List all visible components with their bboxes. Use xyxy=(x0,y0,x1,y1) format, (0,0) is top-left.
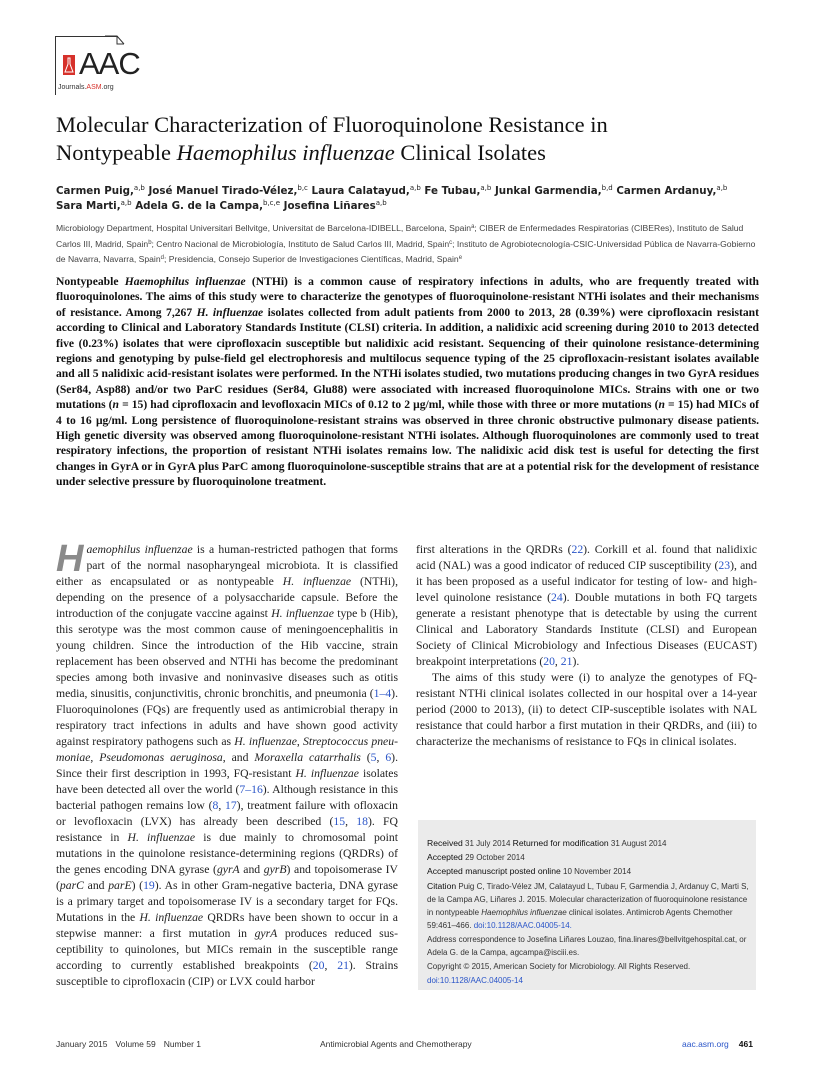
received-dates: Received 31 July 2014 Returned for modification 31 August 2014 xyxy=(427,838,667,848)
footer-journal: Antimicrobial Agents and Chemotherapy xyxy=(320,1039,472,1049)
reference-link[interactable]: 17 xyxy=(224,799,237,812)
article-info-box xyxy=(418,820,756,990)
reference-link[interactable]: 24 xyxy=(551,591,563,604)
footer-right xyxy=(682,1039,753,1049)
author: José Manuel Tirado-Vélez,$^{b,c}$ xyxy=(148,184,308,197)
article-title: Molecular Characterization of Fluoroquinolone Resistance in Nontypeable Haemophilus influenzae Clinical Isolates xyxy=(56,112,608,165)
logo-brand: AAC xyxy=(79,46,140,81)
citation: Citation Puig C, Tirado-Vélez JM, Calatayud L, Tubau F, Garmendia J, Ardanuy C, Marti S, de la Campa AG, Liñares J. 2015. Molecular characterization of fluoroquinolone resistance in nontypeable Haemophilus influenzae clinical isolates. Antimicrob Agents Chemother 59:461–466. doi:10.1128/AAC.04005-14. xyxy=(427,880,749,930)
copyright: Copyright © 2015, American Society for Microbiology. All Rights Reserved. xyxy=(427,961,691,971)
author: Sara Marti,$^{a,b}$ xyxy=(56,199,132,212)
intro-paragraph-3: The aims of this study were (i) to analyze the genotypes of FQ-resistant NTHi clinical isolates collected in our hospital over a 14-year period (2000 to 2013), (ii) to detect CIP-susceptible isolates with NAL resistance that could harbor a first mutation in their QRDRs, and (iii) to characterize the mechanisms of resistance to FQs in clinical isolates. xyxy=(416,671,757,748)
drop-cap: H xyxy=(56,538,84,580)
online-date: Accepted manuscript posted online 10 November 2014 xyxy=(427,866,632,877)
journal-site-link[interactable]: aac.asm.org xyxy=(682,1039,729,1049)
reference-link[interactable]: 20 xyxy=(312,959,325,972)
asm-flask-icon xyxy=(63,55,75,75)
reference-link[interactable]: 20 xyxy=(543,655,555,668)
abstract: Nontypeable Haemophilus influenzae (NTHi) is a common cause of respiratory infections in adults, who are frequently treated with fluoroquinolones. The aims of this study were to characterize the genotypes of fluoroquinolone-resistant NTHi isolates and their mechanisms of resistance. Among 7,267 H. influenzae isolates collected from adult patients from 2000 to 2013, 28 (0.39%) were ciprofloxacin resistant according to Clinical and Laboratory Standards Institute (CLSI) criteria. In addition, a nalidixic acid screening during 2010 to 2013 detected five (0.23%) isolates that were ciprofloxacin susceptible but nalidixic acid resistant. Sequencing of their quinolone resistance-determining regions and genotyping by pulse-field gel electrophoresis and multilocus sequence typing of the 25 ciprofloxacin-resistant isolates available and all 5 nalidixic acid-resistant isolates were performed. In the NTHi isolates studied, two mutations producing changes in two GyrA residues (Ser84, Asp88) and/or two ParC residues (Ser84, Glu88) were associated with increased fluoroquinolone MICs. Strains with one or two mutations (n = 15) had ciprofloxacin and levofloxacin MICs of 0.12 to 2 μg/ml, while those with three or more mutations (n = 15) had MICs of 4 to 16 μg/ml. Long persistence of fluoroquinolone-resistant strains was observed in three chronic obstructive pulmonary disease patients. High genetic diversity was observed among fluoroquinolone-resistant NTHi isolates. Although fluoroquinolones are commonly used to treat respiratory infections, the proportion of resistant NTHi isolates remains low. The nalidixic acid disk test is useful for detecting the first changes in GyrA or in GyrA plus ParC among fluoroquinolone-susceptible strains that are at a potential risk for the development of resistance under selective pressure by fluoroquinolone treatment. xyxy=(56,275,760,489)
author: Junkal Garmendia,$^{b,d}$ xyxy=(494,184,613,197)
author: Adela G. de la Campa,$^{b,c,e}$ xyxy=(135,199,281,212)
reference-link[interactable]: 5 xyxy=(370,751,377,764)
author: Carmen Ardanuy,$^{a,b}$ xyxy=(616,184,728,197)
reference-link[interactable]: 7–16 xyxy=(239,783,263,796)
accepted-date: Accepted 29 October 2014 xyxy=(427,852,525,863)
author: Fe Tubau,$^{a,b}$ xyxy=(424,184,492,197)
reference-link[interactable]: 22 xyxy=(571,543,584,556)
reference-link[interactable]: 21 xyxy=(337,959,349,972)
reference-link[interactable]: 18 xyxy=(356,815,368,828)
journal-logo xyxy=(55,36,150,96)
author-list xyxy=(56,184,756,214)
affiliations: Microbiology Department, Hospital Universitari Bellvitge, Universitat de Barcelona-IDIBELL, Barcelona, Spain$^a$; CIBER de Enfermedades Respiratorias (CIBERes), Instituto de Salud Carlos III, Madrid, Spain$^b$; Centro Nacional de Microbiología, Instituto de Salud Carlos III, Madrid, Spain$^c$; Instituto de Agrobiotecnología-CSIC-Universidad Pública de Navarra-Gobierno de Navarra, Navarra, Spain$^d$; Presidencia, Consejo Superior de Investigaciones Científicas, Madrid, Spain$^e$ xyxy=(56,223,756,264)
doi-link[interactable]: doi:10.1128/AAC.04005-14 xyxy=(427,976,523,986)
correspondence: Address correspondence to Josefina Liñares Louzao, fina.linares@bellvitgehospital.cat, or Adela G. de la Campa, agcampa@isciii.es. xyxy=(427,934,747,957)
body-column-left xyxy=(56,538,399,990)
author: Carmen Puig,$^{a,b}$ xyxy=(56,184,145,197)
intro-paragraph-2: first alterations in the QRDRs (22). Corkill et al. found that nalidixic acid (NAL) was a good indicator of reduced CIP susceptibility (23), and it has been proposed as a useful indicator for testing of low- and high-level quinolone resistance (24). Double mutations in both FQ targets generate a resistant phenotype that is detectable by using the current Clinical and Laboratory Standards Institute (CLSI) and European Society of Clinical Microbiology and Infectious Diseases (EUCAST) breakpoint interpretations (20, 21). xyxy=(416,543,757,668)
intro-paragraph-1: aemophilus influenzae is a human-restricted pathogen that forms part of the normal nasopharyngeal microbiota. It is classified either as encapsulated or as nontypeable H. influenzae (NTHi), depending on the presence of a polysaccharide capsule. Before the introduction of the conjugate vaccine against H. influenzae type b (Hib), this serotype was the most common cause of meningoencephalitis in young children. Since the introduction of the Hib vaccine, strain replacement has been observed and NTHi has become the predominant species among both invasive and noninvasive diseases such as otitis media, sinusitis, conjunctivitis, chronic bronchitis, and pneumonia (1–4). Fluoroquinolones (FQs) are frequently used as antimicrobial therapy in respiratory tract infections in adults and have shown good activity against respiratory pathogens such as H. influenzae, Streptococcus pneumoniae, Pseudomonas aeruginosa, and Moraxella catarrhalis (5, 6). Since their first description in 1993, FQ-resistant H. influenzae isolates have been detected all over the world (7–16). Although resistance in this bacterial pathogen remains low (8, 17), treatment failure with ofloxacin or levofloxacin (LVX) has already been described (15, 18). FQ resistance in H. influenzae is due mainly to chromosomal point mutations in the quinolone resistance-determining regions (QRDRs) of the genes encoding DNA gyrase (gyrA and gyrB) and topoisomerase IV (parC and parE) (19). As in other Gram-negative bacteria, DNA gyrase is a primary target and topoisomerase IV is a secondary target for FQs. Mutations in the H. influenzae QRDRs have been shown to occur in a stepwise manner: a first mutation in gyrA produces reduced susceptibility to quinolones, but MICs remain in the susceptible range according to currently established breakpoints (20, 21). Strains susceptible to ciprofloxacin (CIP) or LVX could harbor xyxy=(56,543,399,988)
author: Laura Calatayud,$^{a,b}$ xyxy=(311,184,421,197)
reference-link[interactable]: 19 xyxy=(143,879,155,892)
page-number: 461 xyxy=(738,1039,753,1049)
reference-link[interactable]: 6 xyxy=(385,751,392,764)
citation-doi-link[interactable]: doi:10.1128/AAC.04005-14. xyxy=(473,920,572,930)
author: Josefina Liñares$^{a,b}$ xyxy=(283,199,387,212)
body-column-right xyxy=(416,542,757,750)
reference-link[interactable]: 1–4 xyxy=(373,687,392,700)
reference-link[interactable]: 21 xyxy=(560,655,573,668)
reference-link[interactable]: 8 xyxy=(212,799,219,812)
reference-link[interactable]: 23 xyxy=(718,559,731,572)
reference-link[interactable]: 15 xyxy=(333,815,346,828)
footer-issue: January 2015 Volume 59 Number 1 xyxy=(56,1039,202,1049)
logo-url: Journals.ASM.org xyxy=(58,84,114,91)
